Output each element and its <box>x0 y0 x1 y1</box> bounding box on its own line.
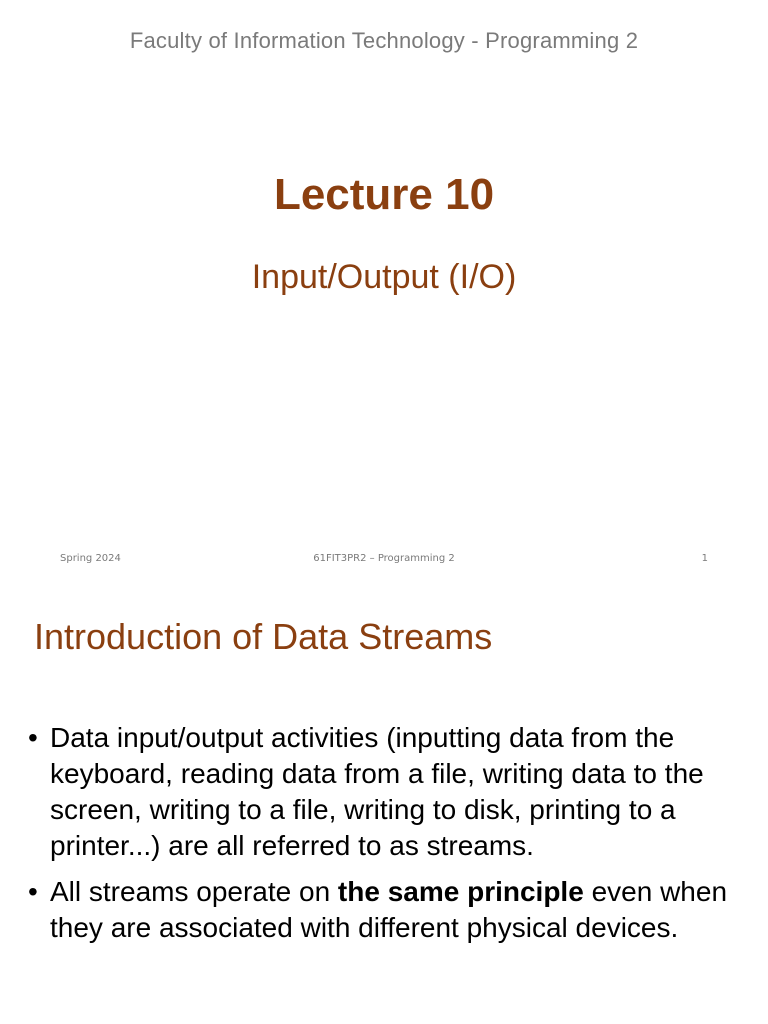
lecture-subtitle: Input/Output (I/O) <box>251 258 517 296</box>
slide-2 <box>0 590 768 1024</box>
footer-term: Spring 2024 <box>60 553 121 564</box>
bullet-list <box>28 720 738 956</box>
bullet-text: Data input/output activities (inputting data from the keyboard, reading data from a file, writing data to the screen, writing to a file, writing to disk, printing to a printer...) are all referred to as streams. <box>50 722 704 861</box>
bullet-icon: • <box>28 722 38 753</box>
footer-page-number: 1 <box>701 553 708 564</box>
faculty-header: Faculty of Information Technology - Programming 2 <box>129 28 639 53</box>
bullet-text-post: even when they are associated with different physical devices. <box>50 876 728 943</box>
bullet-text-pre: All streams operate on <box>50 876 338 907</box>
bullet-icon: • <box>28 876 38 907</box>
bullet-text-emphasis: the same principle <box>337 876 584 907</box>
section-title: Introduction of Data Streams <box>34 616 493 657</box>
lecture-title: Lecture 10 <box>273 170 495 219</box>
bullet-item <box>28 720 738 864</box>
footer-course: 61FIT3PR2 – Programming 2 <box>313 553 455 564</box>
bullet-item <box>28 874 738 946</box>
